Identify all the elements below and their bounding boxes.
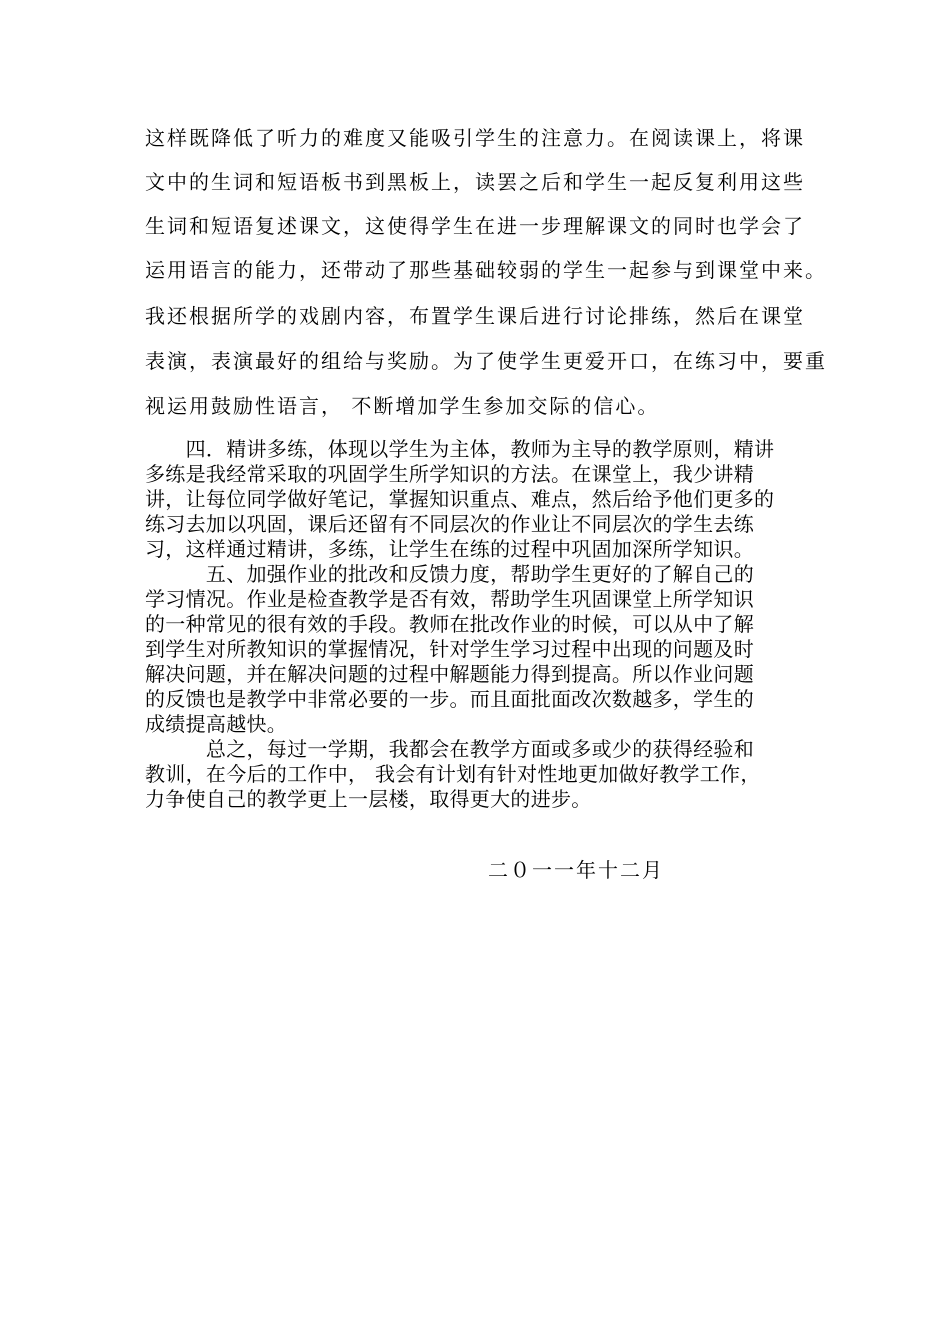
text-line: 力争使自己的教学更上一层楼，取得更大的进步。 [145,787,592,811]
text-line: 的反馈也是教学中非常必要的一步。而且面批面改次数越多，学生的 [145,687,754,711]
text-line: 总之，每过一学期，我都会在教学方面或多或少的获得经验和 [145,737,754,761]
text-line: 的一种常见的很有效的手段。教师在批改作业的时候，可以从中了解 [145,612,754,636]
text-line: 到学生对所教知识的掌握情况，针对学生学习过程中出现的问题及时 [145,637,754,661]
text-line: 五、加强作业的批改和反馈力度，帮助学生更好的了解自己的 [145,562,754,586]
text-line: 解决问题，并在解决问题的过程中解题能力得到提高。所以作业问题 [145,662,754,686]
text-line: 成绩提高越快。 [145,712,288,736]
text-line: 表演，表演最好的组给与奖励。为了使学生更爱开口，在练习中，要重 [145,349,827,373]
text-line: 视运用鼓励性语言， 不断增加学生参加交际的信心。 [145,394,660,418]
text-line: 我还根据所学的戏剧内容，布置学生课后进行讨论排练，然后在课堂 [145,304,805,328]
text-line: 练习去加以巩固，课后还留有不同层次的作业让不同层次的学生去练 [145,512,754,536]
document-date: 二０一一年十二月 [488,858,664,882]
text-line: 讲，让每位同学做好笔记，掌握知识重点、难点，然后给予他们更多的 [145,487,775,511]
text-line: 运用语言的能力，还带动了那些基础较弱的学生一起参与到课堂中来。 [145,258,827,282]
text-line: 文中的生词和短语板书到黑板上，读罢之后和学生一起反复利用这些 [145,170,805,194]
text-line: 习，这样通过精讲，多练，让学生在练的过程中巩固加深所学知识。 [145,537,754,561]
text-line: 教训，在今后的工作中， 我会有计划有针对性地更加做好教学工作， [145,762,761,786]
text-line: 学习情况。作业是检查教学是否有效，帮助学生巩固课堂上所学知识 [145,587,754,611]
text-line: 四．精讲多练，体现以学生为主体，教师为主导的教学原则，精讲 [145,437,775,461]
text-line: 多练是我经常采取的巩固学生所学知识的方法。在课堂上，我少讲精 [145,462,754,486]
text-line: 生词和短语复述课文，这使得学生在进一步理解课文的同时也学会了 [145,214,805,238]
text-line: 这样既降低了听力的难度又能吸引学生的注意力。在阅读课上，将课 [145,126,805,150]
